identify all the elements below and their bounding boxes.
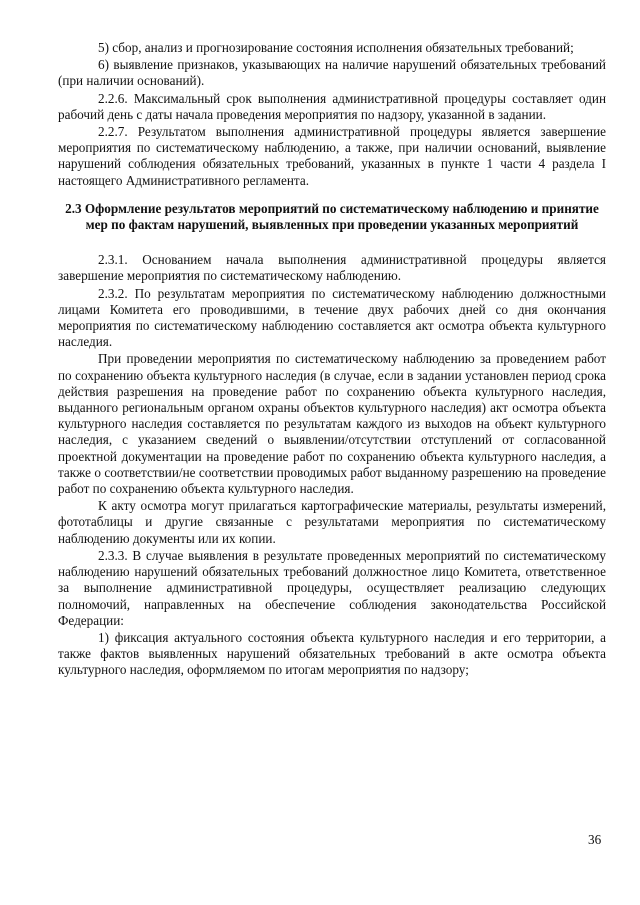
paragraph: 2.3.2. По результатам мероприятия по систематическому наблюдению должностными лицами Комитета его проводившими, в течение двух рабочих дней со дня окончания мероприятия по систематическому наблюдению составляется акт осмотра объекта культурного наследия. xyxy=(58,285,606,350)
paragraph: При проведении мероприятия по систематическому наблюдению за проведением работ по сохранению объекта культурного наследия (в случае, если в задании установлен период срока действия разрешения на проведение работ по сохранению объекта культурного наследия, выданного региональным органом охраны объектов культурного наследия) акт осмотра объекта культурного наследия составляется по результатам каждого из выходов на объект культурного наследия, с указанием сведений о выявлении/отсутствии отступлений от согласованной проектной документации на проведение работ по сохранению объекта культурного наследия, а также о соответствии/не соответствии проводимых работ выданному разрешению на проведение работ по сохранению объекта культурного наследия. xyxy=(58,351,606,497)
paragraph: 1) фиксация актуального состояния объекта культурного наследия и его территории, а также фактов выявленных нарушений обязательных требований в акте осмотра объекта культурного наследия, оформляемом по итогам мероприятия по надзору; xyxy=(58,629,606,678)
paragraph: 2.2.7. Результатом выполнения административной процедуры является завершение мероприятия по систематическому наблюдению, а также, при наличии оснований, выявление нарушений соблюдения обязательных требований, указанных в пункте 1 части 4 раздела I настоящего Административного регламента. xyxy=(58,124,606,188)
document-page xyxy=(58,40,606,680)
paragraph: 6) выявление признаков, указывающих на наличие нарушений обязательных требований (при наличии оснований). xyxy=(58,57,606,89)
paragraph: 5) сбор, анализ и прогнозирование состояния исполнения обязательных требований; xyxy=(98,40,574,55)
paragraph: 2.3.3. В случае выявления в результате проведенных мероприятий по систематическому наблюдению нарушений обязательных требований должностное лицо Комитета, ответственное за выполнение административной процедуры, осуществляет реализацию следующих полномочий, направленных на обеспечение соблюдения законодательства Российской Федерации: xyxy=(58,547,606,628)
paragraph: 2.3.1. Основанием начала выполнения административной процедуры является завершение мероприятия по систематическому наблюдению. xyxy=(58,252,606,284)
section-heading: 2.3 Оформление результатов мероприятий по систематическому наблюдению и принятие мер по фактам нарушений, выявленных при проведении указанных мероприятий xyxy=(65,200,599,233)
paragraph: 2.2.6. Максимальный срок выполнения административной процедуры составляет один рабочий день с даты начала проведения мероприятия по надзору, указанной в задании. xyxy=(58,90,606,122)
page-number: 36 xyxy=(588,832,602,847)
paragraph: К акту осмотра могут прилагаться картографические материалы, результаты измерений, фототаблицы и другие связанные с результатами мероприятия по систематическому наблюдению документы или их копии. xyxy=(58,498,606,546)
